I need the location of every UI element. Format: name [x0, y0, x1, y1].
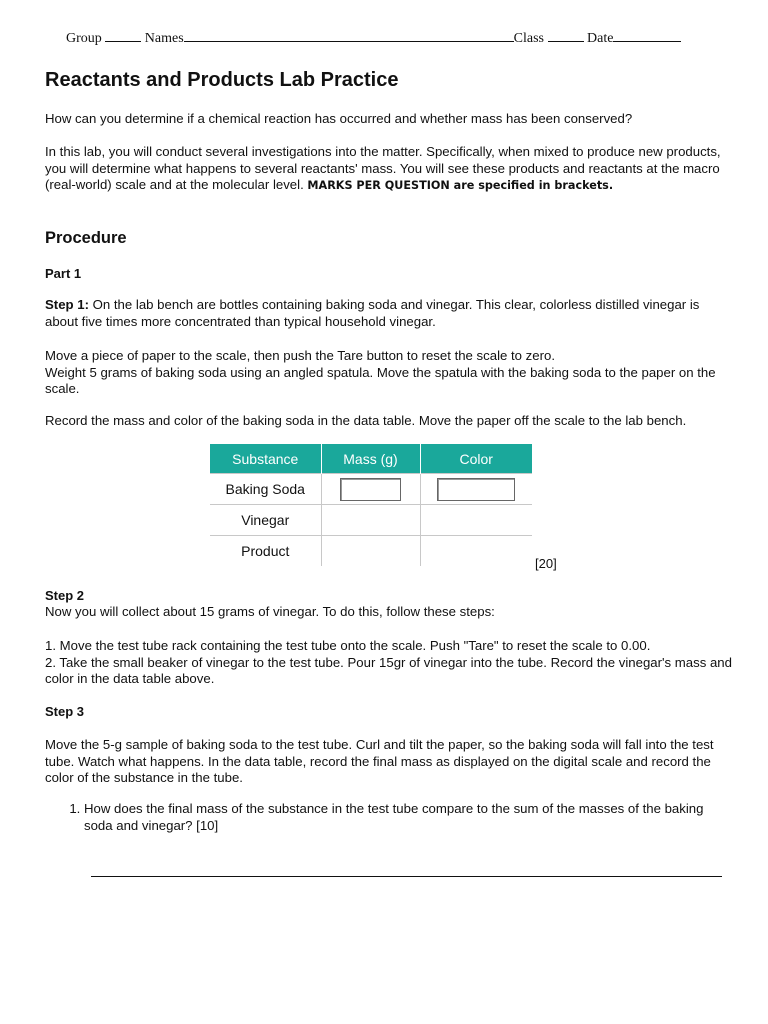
table-marks: [20]	[535, 556, 557, 571]
names-field[interactable]	[184, 29, 514, 42]
substance-cell: Product	[210, 536, 321, 567]
group-field[interactable]	[105, 29, 141, 42]
table-row	[210, 505, 532, 536]
color-cell	[420, 474, 532, 505]
answer-line[interactable]	[91, 876, 722, 877]
question-item: 1. How does the final mass of the substance in the test tube compare to the sum of the masses of the baking soda and vinegar? [10]	[84, 801, 724, 834]
step2-heading: Step 2	[45, 588, 85, 603]
question-list	[64, 801, 724, 834]
step1-record: Record the mass and color of the baking soda in the data table. Move the paper off the scale to the lab bench.	[45, 413, 687, 428]
color-cell[interactable]	[420, 536, 532, 567]
procedure-heading: Procedure	[45, 229, 127, 247]
intro-paragraph	[45, 144, 735, 195]
step1-instructions	[45, 348, 735, 398]
date-label: Date	[587, 31, 614, 46]
marks-note: MARKS PER QUESTION are specified in brackets.	[307, 179, 614, 192]
mass-cell[interactable]	[321, 505, 420, 536]
data-table	[210, 444, 532, 566]
step2-items	[45, 638, 735, 688]
class-field[interactable]	[548, 29, 584, 42]
column-header: Substance	[210, 444, 321, 474]
column-header: Color	[420, 444, 532, 474]
header-fields	[66, 29, 681, 47]
step2-item-1: 1. Move the test tube rack containing the test tube onto the scale. Push "Tare" to reset the scale to 0.00.	[45, 638, 651, 653]
intro-question: How can you determine if a chemical reaction has occurred and whether mass has been conserved?	[45, 111, 633, 126]
intro-paragraph-text: In this lab, you will conduct several investigations into the matter. Specifically, when mixed to produce new products, you will determine what happens to several reactants' mass. You will see these products and reactants at the macro (real-world) scale and at the molecular level.	[45, 144, 721, 192]
substance-cell: Baking Soda	[210, 474, 321, 505]
group-label: Group	[66, 31, 102, 46]
class-label: Class	[513, 31, 545, 46]
substance-cell: Vinegar	[210, 505, 321, 536]
column-header: Mass (g)	[321, 444, 420, 474]
color-input[interactable]	[437, 478, 515, 501]
step2-intro: Now you will collect about 15 grams of vinegar. To do this, follow these steps:	[45, 604, 495, 619]
step1-paragraph	[45, 297, 735, 330]
step3-text: Move the 5-g sample of baking soda to the test tube. Curl and tilt the paper, so the baking soda will fall into the test tube. Watch what happens. In the data table, record the final mass as displayed on the digital scale and record the color of the substance in the tube.	[45, 737, 714, 785]
mass-cell[interactable]	[321, 536, 420, 567]
page-title: Reactants and Products Lab Practice	[45, 69, 399, 91]
table-row	[210, 536, 532, 567]
step2-item-2: 2. Take the small beaker of vinegar to the test tube. Pour 15gr of vinegar into the tube. Record the vinegar's mass and color in the data table above.	[45, 654, 732, 686]
mass-cell	[321, 474, 420, 505]
step1-label: Step 1:	[45, 297, 89, 312]
step3-heading: Step 3	[45, 704, 85, 719]
color-cell[interactable]	[420, 505, 532, 536]
part1-heading: Part 1	[45, 266, 82, 281]
names-label: Names	[144, 31, 184, 46]
step1-instruction-b: Weight 5 grams of baking soda using an angled spatula. Move the spatula with the baking soda to the paper on the scale.	[45, 364, 716, 396]
date-field[interactable]	[613, 29, 681, 42]
table-header-row	[210, 444, 532, 474]
step1-text: On the lab bench are bottles containing baking soda and vinegar. This clear, colorless distilled vinegar is about five times more concentrated than typical household vinegar.	[45, 297, 700, 329]
step1-instruction-a: Move a piece of paper to the scale, then push the Tare button to reset the scale to zero.	[45, 348, 555, 363]
table-row	[210, 474, 532, 505]
mass-input[interactable]	[340, 478, 401, 501]
